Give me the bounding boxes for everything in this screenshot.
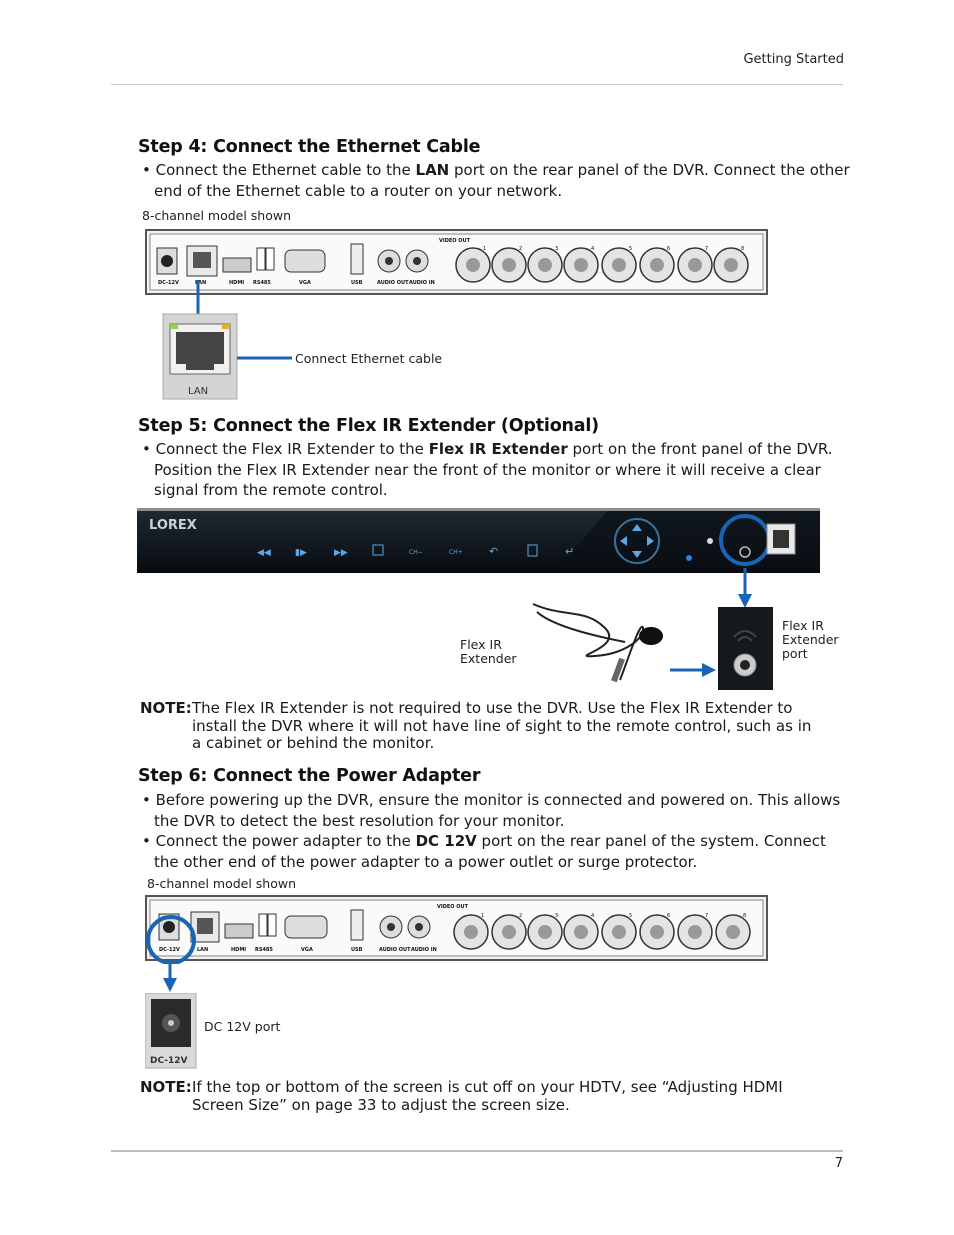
power-led <box>707 538 713 544</box>
dc-port-label: DC-12V <box>150 1056 188 1066</box>
channel-label: 8 <box>741 246 745 252</box>
status-led <box>686 555 692 561</box>
rear-label-audio-out: AUDIO OUT <box>377 280 409 286</box>
step5-bullet: • Connect the Flex IR Extender to the Flex IR Extender port on the front panel of the DVR. Position the Flex IR Extender near the front of the monitor or where it will receive a clear signal from the remote control. <box>142 440 833 499</box>
header-rule <box>111 84 843 85</box>
rear-label-video-out: VIDEO OUT <box>439 238 471 244</box>
rear-label-audio-in: AUDIO IN <box>411 947 437 953</box>
back-icon: ↶ <box>489 545 499 558</box>
enter-icon: ↵ <box>565 545 575 558</box>
rear-label-lan: LAN <box>197 947 209 953</box>
ch-plus-icon: CH+ <box>449 549 463 556</box>
rear-label-usb: USB <box>351 947 363 953</box>
lan-port-label: LAN <box>188 386 209 397</box>
arrow-right <box>670 660 720 680</box>
step5-heading: Step 5: Connect the Flex IR Extender (Optional) <box>138 416 599 436</box>
step4-caption: 8-channel model shown <box>142 208 292 223</box>
rear-label-rs485: RS485 <box>253 280 271 286</box>
extender-label: Flex IR Extender <box>460 637 517 666</box>
channel-label: 7 <box>705 913 709 919</box>
channel-label: 2 <box>519 913 523 919</box>
rewind-icon: ◀◀ <box>257 548 271 558</box>
step6-heading: Step 6: Connect the Power Adapter <box>138 766 481 786</box>
step4-heading: Step 4: Connect the Ethernet Cable <box>138 137 481 157</box>
section-header: Getting Started <box>743 52 844 67</box>
rear-label-vga: VGA <box>299 280 311 286</box>
ch-minus-icon: CH− <box>409 549 423 556</box>
channel-label: 8 <box>743 913 747 919</box>
channel-label: 4 <box>591 913 595 919</box>
channel-label: 5 <box>629 246 633 252</box>
rear-label-dc: DC-12V <box>159 947 180 953</box>
brand-logo: LOREX <box>149 518 197 533</box>
flex-ir-extender-image <box>525 598 675 686</box>
note-hdmi: NOTE: If the top or bottom of the screen is cut off on your HDTV, see “Adjusting HDMI Screen Size” on page 33 to adjust the screen size. <box>140 1078 783 1114</box>
ethernet-callout-text: Connect Ethernet cable <box>295 351 443 366</box>
rear-label-lan: LAN <box>195 280 207 286</box>
pause-icon: ▮▶ <box>295 548 307 558</box>
rear-label-audio-in: AUDIO IN <box>409 280 435 286</box>
channel-label: 6 <box>667 913 671 919</box>
note-flex-ir: NOTE: The Flex IR Extender is not required to use the DVR. Use the Flex IR Extender to install the DVR where it will not have line of sight to the remote control, such as in a cabinet or behind the monitor. <box>140 699 812 752</box>
channel-label: 5 <box>629 913 633 919</box>
step6-bullet-1: • Before powering up the DVR, ensure the monitor is connected and powered on. This allows the DVR to detect the best resolution for your monitor. <box>142 791 841 830</box>
rear-label-usb: USB <box>351 280 363 286</box>
rear-label-hdmi: HDMI <box>229 280 245 286</box>
flex-ir-port-closeup <box>718 607 774 691</box>
page-number: 7 <box>834 1156 843 1171</box>
step6-caption: 8-channel model shown <box>147 876 297 891</box>
channel-label: 7 <box>705 246 709 252</box>
dvr-rear-panel-2 <box>145 894 769 964</box>
forward-icon: ▶▶ <box>334 548 348 558</box>
rear-label-dc: DC-12V <box>158 280 179 286</box>
channel-label: 6 <box>667 246 671 252</box>
rear-label-video-out: VIDEO OUT <box>437 904 469 910</box>
rear-label-rs485: RS485 <box>255 947 273 953</box>
rear-label-hdmi: HDMI <box>231 947 247 953</box>
channel-label: 1 <box>481 913 485 919</box>
channel-label: 4 <box>591 246 595 252</box>
rear-label-audio-out: AUDIO OUT <box>379 947 411 953</box>
footer-rule <box>111 1150 843 1152</box>
lan-callout <box>160 280 460 402</box>
arrow-down-2 <box>160 960 180 994</box>
step6-bullet-2: • Connect the power adapter to the DC 12V port on the rear panel of the system. Connect the other end of the power adapter to a power outlet or surge protector. <box>142 832 826 871</box>
flex-ir-port-label: Flex IR Extender port <box>782 618 839 661</box>
channel-label: 3 <box>555 246 559 252</box>
channel-label: 3 <box>555 913 559 919</box>
channel-label: 1 <box>483 246 487 252</box>
step4-bullet: • Connect the Ethernet cable to the LAN port on the rear panel of the DVR. Connect the other end of the Ethernet cable to a router on your network. <box>142 161 850 200</box>
dc-port-closeup <box>145 993 197 1069</box>
dc-callout-text: DC 12V port <box>204 1019 281 1034</box>
dvr-front-panel <box>137 508 820 574</box>
channel-label: 2 <box>519 246 523 252</box>
arrow-down-1 <box>735 568 755 610</box>
rear-label-vga: VGA <box>301 947 313 953</box>
